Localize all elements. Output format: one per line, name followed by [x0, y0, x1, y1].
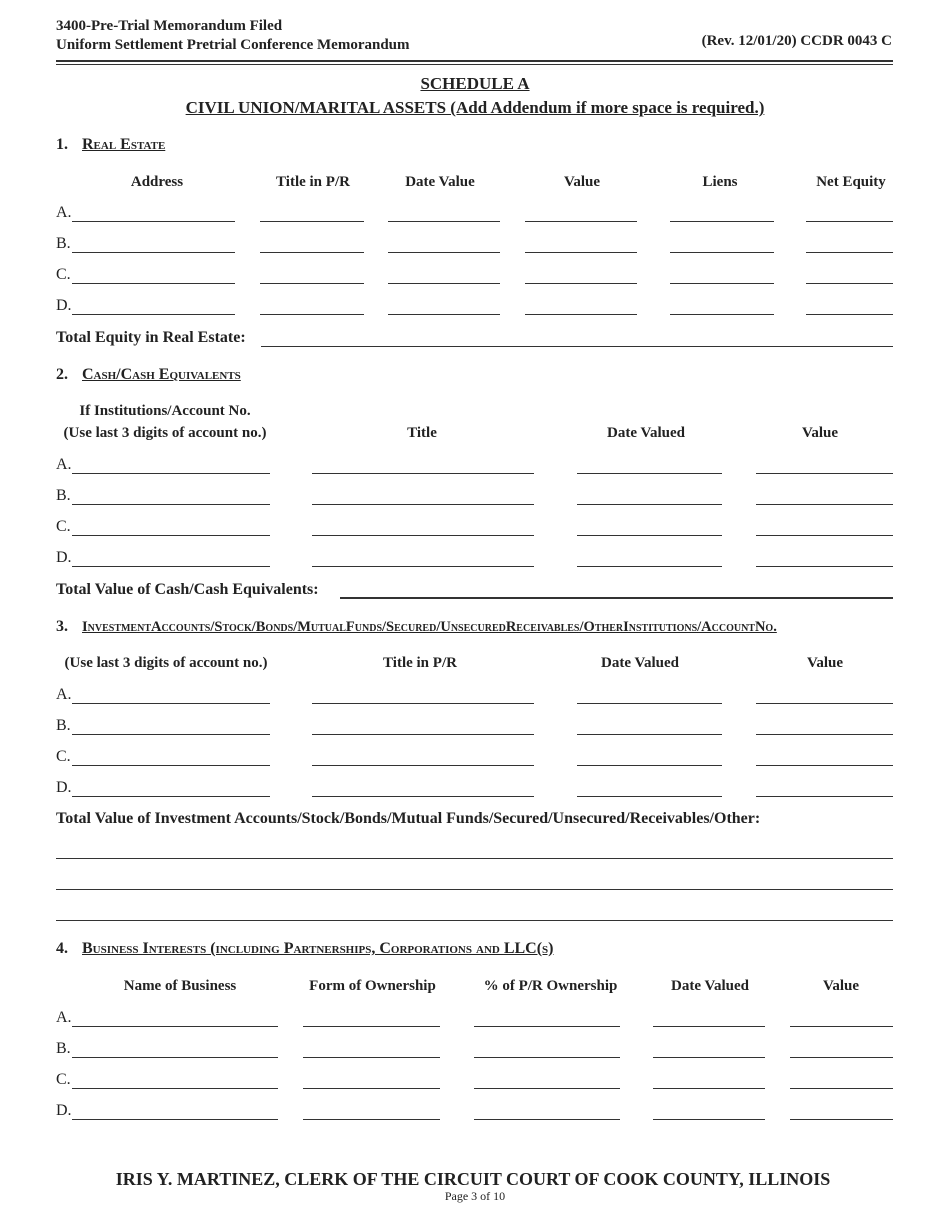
row-letter: C. — [56, 1071, 71, 1088]
date-line-c[interactable] — [577, 535, 722, 536]
address-line-d[interactable] — [72, 314, 235, 315]
date-line-d[interactable] — [577, 796, 722, 797]
institution-line-c[interactable] — [72, 535, 270, 536]
value-line-c[interactable] — [756, 765, 893, 766]
title-line-a[interactable] — [312, 703, 534, 704]
form-line-d[interactable] — [303, 1119, 440, 1120]
ownership-line-a[interactable] — [474, 1026, 620, 1027]
row-letter: D. — [56, 1102, 72, 1119]
date-line-a[interactable] — [388, 221, 500, 222]
total-equity-label: Total Equity in Real Estate: — [56, 329, 246, 346]
col-form-of-ownership: Form of Ownership — [309, 978, 436, 994]
form-subtitle: Uniform Settlement Pretrial Conference Memorandum — [56, 37, 410, 53]
section-title: Cash/Cash Equivalents — [82, 366, 241, 383]
col-pr-ownership: % of P/R Ownership — [483, 978, 618, 994]
title-line-d[interactable] — [260, 314, 364, 315]
revision-code: (Rev. 12/01/20) CCDR 0043 C — [701, 33, 892, 49]
institution-line-d[interactable] — [72, 566, 270, 567]
title-line-a[interactable] — [260, 221, 364, 222]
value-line-a[interactable] — [525, 221, 637, 222]
section-title: Real Estate — [82, 136, 166, 153]
liens-line-c[interactable] — [670, 283, 774, 284]
value-line-d[interactable] — [756, 796, 893, 797]
row-letter: A. — [56, 204, 72, 221]
title-line-c[interactable] — [312, 765, 534, 766]
title-line-b[interactable] — [312, 734, 534, 735]
row-letter: B. — [56, 1040, 71, 1057]
date-line-a[interactable] — [577, 473, 722, 474]
col-account-note: (Use last 3 digits of account no.) — [64, 655, 268, 671]
section-title: InvestmentAccounts/Stock/Bonds/MutualFunds/Secured/UnsecuredReceivables/OtherInstitutions/AccountNo. — [82, 619, 777, 635]
section-investments-heading — [56, 618, 777, 636]
value-line-c[interactable] — [790, 1088, 893, 1089]
value-line-d[interactable] — [756, 566, 893, 567]
address-line-b[interactable] — [72, 252, 235, 253]
institution-line-b[interactable] — [72, 504, 270, 505]
date-line-c[interactable] — [388, 283, 500, 284]
col-value: Value — [806, 655, 844, 671]
equity-line-d[interactable] — [806, 314, 893, 315]
col-date-valued: Date Valued — [601, 655, 679, 671]
row-letter: B. — [56, 235, 71, 252]
col-title-pr: Title in P/R — [383, 655, 457, 671]
form-line-a[interactable] — [303, 1026, 440, 1027]
row-letter: C. — [56, 748, 71, 765]
section-number: 4. — [56, 940, 68, 957]
date-line-a[interactable] — [577, 703, 722, 704]
schedule-subtitle: CIVIL UNION/MARITAL ASSETS (Add Addendum if more space is required.) — [185, 98, 765, 117]
col-title: Title — [407, 425, 437, 441]
form-title: 3400-Pre-Trial Memorandum Filed — [56, 18, 283, 34]
col-value: Value — [563, 174, 601, 190]
date-line-d[interactable] — [653, 1119, 765, 1120]
row-letter: D. — [56, 779, 72, 796]
value-line-b[interactable] — [756, 504, 893, 505]
date-line-c[interactable] — [653, 1088, 765, 1089]
row-letter: C. — [56, 266, 71, 283]
page-number: Page 3 of 10 — [444, 1189, 506, 1203]
row-letter: C. — [56, 518, 71, 535]
section-number: 3. — [56, 618, 68, 635]
value-line-b[interactable] — [756, 734, 893, 735]
ownership-line-b[interactable] — [474, 1057, 620, 1058]
value-line-d[interactable] — [525, 314, 637, 315]
col-date-valued: Date Valued — [671, 978, 749, 994]
date-line-b[interactable] — [577, 504, 722, 505]
total-cash-line[interactable] — [340, 597, 893, 599]
title-line-b[interactable] — [312, 504, 534, 505]
total-investments-line-2[interactable] — [56, 889, 893, 890]
form-line-c[interactable] — [303, 1088, 440, 1089]
date-line-a[interactable] — [653, 1026, 765, 1027]
total-investments-label: Total Value of Investment Accounts/Stock/Bonds/Mutual Funds/Secured/Unsecured/Receivables/Other: — [56, 810, 761, 827]
ownership-line-c[interactable] — [474, 1088, 620, 1089]
value-line-b[interactable] — [790, 1057, 893, 1058]
title-line-b[interactable] — [260, 252, 364, 253]
liens-line-b[interactable] — [670, 252, 774, 253]
value-line-c[interactable] — [756, 535, 893, 536]
title-line-d[interactable] — [312, 796, 534, 797]
schedule-title: SCHEDULE A — [420, 74, 530, 93]
business-name-line-c[interactable] — [72, 1088, 278, 1089]
header-rule-thick — [56, 60, 893, 62]
account-line-c[interactable] — [72, 765, 270, 766]
title-line-c[interactable] — [260, 283, 364, 284]
liens-line-a[interactable] — [670, 221, 774, 222]
ownership-line-d[interactable] — [474, 1119, 620, 1120]
business-name-line-a[interactable] — [72, 1026, 278, 1027]
col-value: Value — [822, 978, 860, 994]
value-line-b[interactable] — [525, 252, 637, 253]
title-line-c[interactable] — [312, 535, 534, 536]
institution-line-a[interactable] — [72, 473, 270, 474]
col-liens: Liens — [702, 174, 738, 190]
section-real-estate-heading — [56, 136, 165, 154]
total-equity-line[interactable] — [261, 346, 893, 347]
date-line-b[interactable] — [577, 734, 722, 735]
row-letter: A. — [56, 686, 72, 703]
section-number: 2. — [56, 366, 68, 383]
equity-line-c[interactable] — [806, 283, 893, 284]
row-letter: D. — [56, 297, 72, 314]
section-title: Business Interests (including Partnerships, Corporations and LLC(s) — [82, 940, 554, 957]
col-date-value: Date Value — [405, 174, 475, 190]
row-letter: A. — [56, 1009, 72, 1026]
date-line-b[interactable] — [388, 252, 500, 253]
liens-line-d[interactable] — [670, 314, 774, 315]
account-line-d[interactable] — [72, 796, 270, 797]
total-investments-line-1[interactable] — [56, 858, 893, 859]
business-name-line-d[interactable] — [72, 1119, 278, 1120]
col-institution: If Institutions/Account No. — [79, 403, 251, 419]
value-line-a[interactable] — [790, 1026, 893, 1027]
header-rule-thin — [56, 64, 893, 65]
account-line-b[interactable] — [72, 734, 270, 735]
account-line-a[interactable] — [72, 703, 270, 704]
title-line-a[interactable] — [312, 473, 534, 474]
clerk-footer: IRIS Y. MARTINEZ, CLERK OF THE CIRCUIT COURT OF COOK COUNTY, ILLINOIS — [115, 1169, 831, 1189]
value-line-a[interactable] — [756, 703, 893, 704]
row-letter: A. — [56, 456, 72, 473]
total-investments-line-3[interactable] — [56, 920, 893, 921]
row-letter: B. — [56, 487, 71, 504]
value-line-c[interactable] — [525, 283, 637, 284]
col-address: Address — [130, 174, 184, 190]
date-line-b[interactable] — [653, 1057, 765, 1058]
business-name-line-b[interactable] — [72, 1057, 278, 1058]
row-letter: B. — [56, 717, 71, 734]
col-title-pr: Title in P/R — [276, 174, 350, 190]
section-number: 1. — [56, 136, 68, 153]
equity-line-a[interactable] — [806, 221, 893, 222]
value-line-a[interactable] — [756, 473, 893, 474]
title-line-d[interactable] — [312, 566, 534, 567]
value-line-d[interactable] — [790, 1119, 893, 1120]
date-line-c[interactable] — [577, 765, 722, 766]
address-line-a[interactable] — [72, 221, 235, 222]
date-line-d[interactable] — [388, 314, 500, 315]
total-cash-label: Total Value of Cash/Cash Equivalents: — [56, 581, 319, 598]
form-line-b[interactable] — [303, 1057, 440, 1058]
row-letter: D. — [56, 549, 72, 566]
col-value: Value — [801, 425, 839, 441]
section-business-heading — [56, 940, 554, 958]
col-institution-note: (Use last 3 digits of account no.) — [63, 425, 267, 441]
section-cash-heading — [56, 366, 241, 384]
date-line-d[interactable] — [577, 566, 722, 567]
equity-line-b[interactable] — [806, 252, 893, 253]
col-name-of-business: Name of Business — [123, 978, 237, 994]
col-net-equity: Net Equity — [816, 174, 886, 190]
col-date-valued: Date Valued — [607, 425, 685, 441]
address-line-c[interactable] — [72, 283, 235, 284]
